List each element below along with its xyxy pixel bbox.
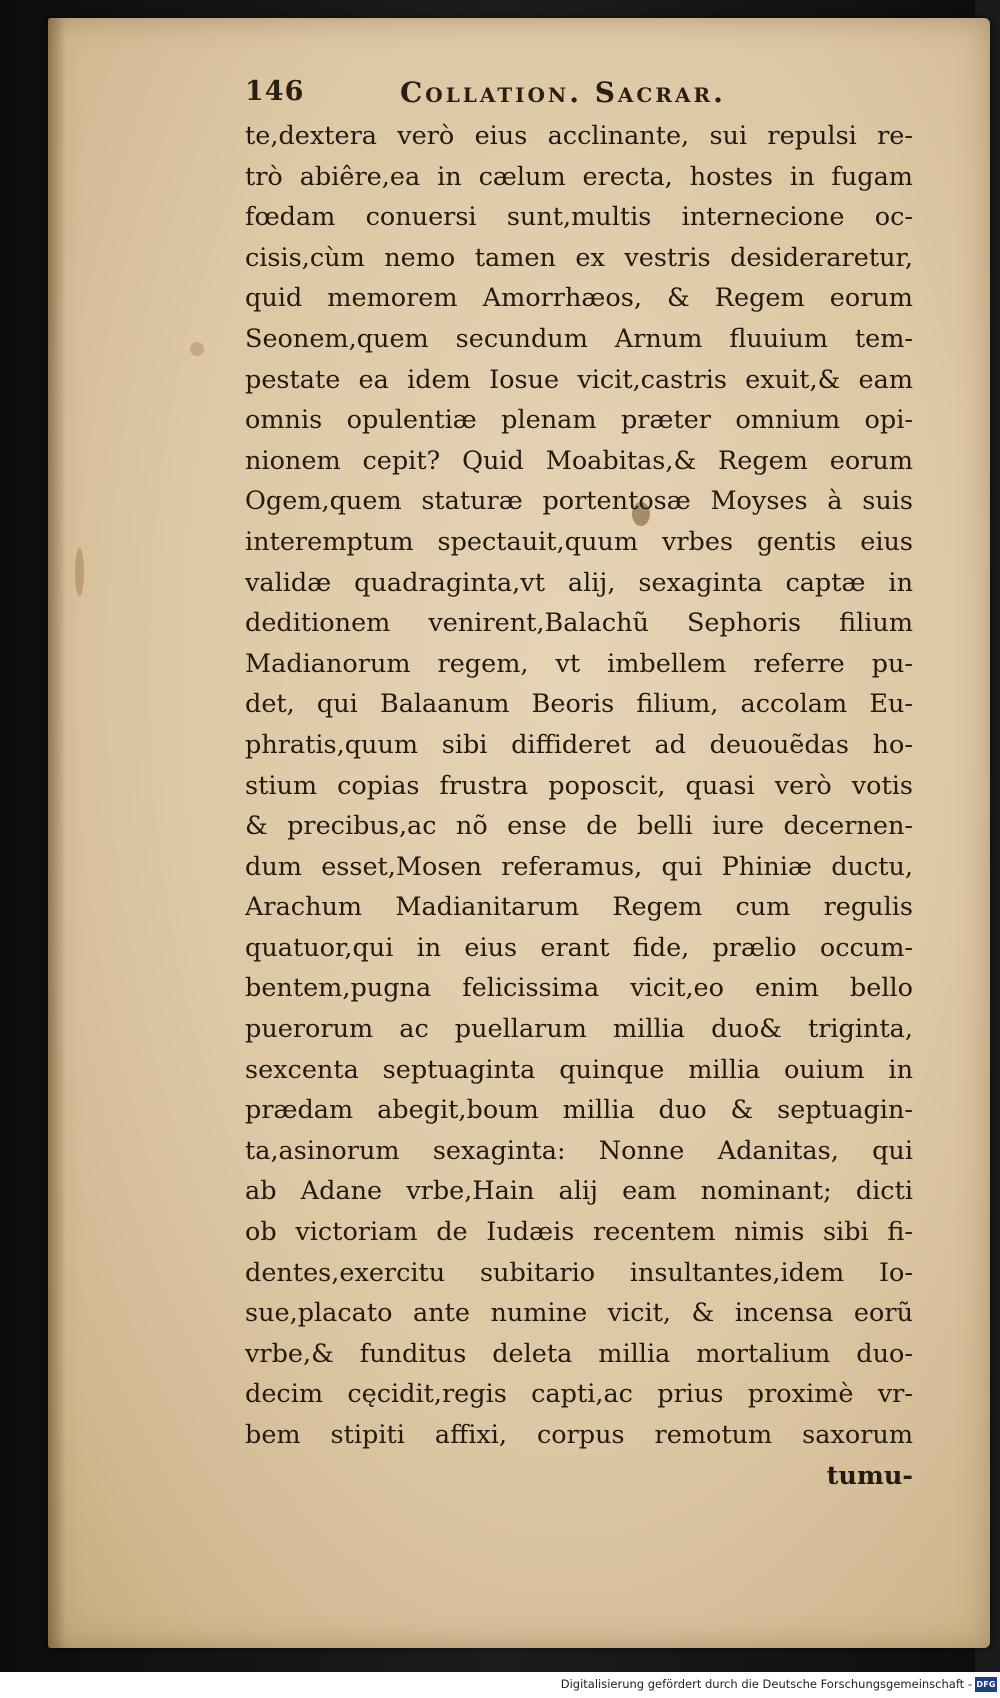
text-line: stium copias frustra poposcit, quasi verò votis: [245, 770, 913, 801]
text-line: ab Adane vrbe,Hain alij eam nominant; dicti: [245, 1176, 913, 1207]
paper-stain: [190, 342, 204, 356]
running-title: Collation. Sacrar.: [400, 76, 726, 109]
text-line: prædam abegit,boum millia duo & septuagin-: [245, 1095, 913, 1126]
text-line: te,dextera verò eius acclinante, sui repulsi re-: [245, 121, 913, 151]
text-line: quatuor,qui in eius erant fide, prælio occum-: [245, 932, 913, 963]
body-text: [245, 116, 913, 1496]
text-line: dum esset,Mosen referamus, qui Phiniæ ductu,: [245, 851, 913, 882]
text-line: trò abiêre,ea in cælum erecta, hostes in fugam: [245, 161, 913, 192]
digitization-credit: Digitalisierung gefördert durch die Deutsche Forschungsgemeinschaft -: [560, 1677, 972, 1691]
text-line: & precibus,ac nõ ense de belli iure decernen-: [245, 811, 913, 842]
text-line: quid memorem Amorrhæos, & Regem eorum: [245, 283, 913, 314]
text-line: dentes,exercitu subitario insultantes,idem Io-: [245, 1257, 913, 1288]
text-line: omnis opulentiæ plenam præter omnium opi-: [245, 405, 913, 436]
text-line: vrbe,& funditus deleta millia mortalium duo-: [245, 1338, 913, 1369]
text-line: pestate ea idem Iosue vicit,castris exuit,& eam: [245, 364, 913, 395]
text-line: puerorum ac puellarum millia duo& triginta,: [245, 1014, 913, 1045]
text-line: cisis,cùm nemo tamen ex vestris desideraretur,: [245, 242, 913, 273]
text-line: fœdam conuersi sunt,multis internecione oc-: [245, 202, 913, 233]
text-line: bem stipiti affixi, corpus remotum saxorum: [245, 1420, 913, 1450]
text-line: sue,placato ante numine vicit, & incensa eorũ: [245, 1298, 913, 1329]
page-number: 146: [245, 76, 305, 107]
text-line: det, qui Balaanum Beoris filium, accolam Eu-: [245, 689, 913, 720]
text-line: phratis,quum sibi diffideret ad deuouẽdas ho-: [245, 729, 913, 760]
text-line: Seonem,quem secundum Arnum fluuium tem-: [245, 323, 913, 354]
text-line: Arachum Madianitarum Regem cum regulis: [245, 892, 913, 923]
text-line: bentem,pugna felicissima vicit,eo enim bello: [245, 973, 913, 1004]
page-header: [245, 76, 913, 116]
dfg-logo: DFG: [975, 1677, 997, 1692]
text-line: interemptum spectauit,quum vrbes gentis eius: [245, 526, 913, 557]
paper-stain: [75, 548, 84, 596]
text-line: Madianorum regem, vt imbellem referre pu-: [245, 648, 913, 679]
text-line: deditionem venirent,Balachũ Sephoris filium: [245, 608, 913, 639]
text-line: nionem cepit? Quid Moabitas,& Regem eorum: [245, 445, 913, 476]
text-line: ob victoriam de Iudæis recentem nimis sibi fi-: [245, 1217, 913, 1248]
text-line: ta,asinorum sexaginta: Nonne Adanitas, qui: [245, 1135, 913, 1166]
footer-bar: [0, 1672, 1000, 1698]
text-line: Ogem,quem staturæ portentosæ Moyses à suis: [245, 486, 913, 517]
catchword: tumu-: [826, 1460, 913, 1491]
text-line: decim cęcidit,regis capti,ac prius proximè vr-: [245, 1379, 913, 1410]
text-line: sexcenta septuaginta quinque millia ouium in: [245, 1054, 913, 1085]
text-line: validæ quadraginta,vt alij, sexaginta captæ in: [245, 567, 913, 598]
